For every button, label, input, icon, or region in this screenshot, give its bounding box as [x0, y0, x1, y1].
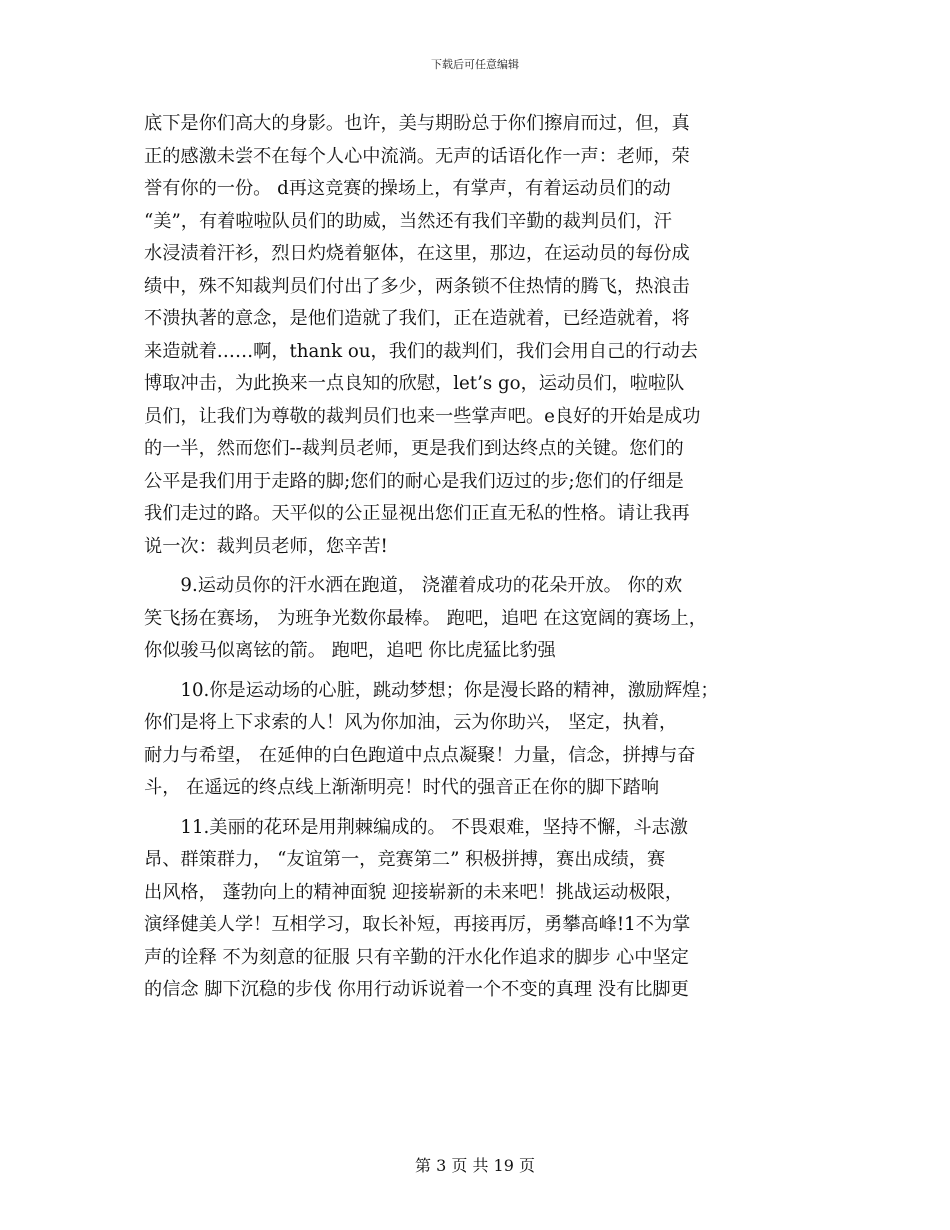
text-line: 员们，让我们为尊敬的裁判员们也来一些掌声吧。e良好的开始是成功 [144, 405, 701, 427]
text-line: 11.美丽的花环是用荆棘编成的。 不畏艰难，坚持不懈，斗志激 [144, 816, 688, 838]
paragraph-11 [144, 812, 820, 1007]
text-line: 绩中，殊不知裁判员们付出了多少，两条锁不住热情的腾飞，热浪击 [144, 275, 690, 297]
page-footer: 第 3 页 共 19 页 [415, 1156, 535, 1175]
text-line: 不溃执著的意念，是他们造就了我们，正在造就着，已经造就着，将 [144, 308, 690, 329]
text-line: 我们走过的路。天平似的公正显视出您们正直无私的性格。请让我再 [144, 503, 690, 524]
text-line: “美”，有着啦啦队员们的助威，当然还有我们辛勤的裁判员们，汗 [144, 210, 672, 232]
document-body [144, 108, 820, 1007]
text-line: 正的感激未尝不在每个人心中流淌。无声的话语化作一声：老师，荣 [144, 145, 690, 167]
text-line: 声的诠释 不为刻意的征服 只有辛勤的汗水化作追求的脚步 心中坚定 [144, 946, 689, 968]
text-line: 你们是将上下求索的人！风为你加油，云为你助兴， 坚定，执着， [144, 712, 678, 733]
text-line: 的一半，然而您们--裁判员老师，更是我们到达终点的关键。您们的 [144, 438, 684, 459]
text-line: 誉有你的一份。 d再这竞赛的操场上，有掌声，有着运动员们的动 [144, 178, 671, 199]
text-line: 耐力与希望， 在延伸的白色跑道中点点凝聚！力量，信念，拼搏与奋 [144, 744, 696, 766]
text-line: 水浸渍着汗衫，烈日灼烧着躯体，在这里，那边，在运动员的每份成 [144, 243, 690, 264]
text-line: 来造就着……啊，thank ou，我们的裁判们，我们会用自己的行动去 [144, 340, 698, 362]
text-line: 10.你是运动场的心脏，跳动梦想；你是漫长路的精神，激励辉煌； [144, 679, 719, 701]
text-line: 昂、群策群力， “友谊第一，竞赛第二” 积极拼搏，赛出成绩，赛 [144, 849, 666, 870]
paragraph-9 [144, 570, 820, 668]
text-line: 博取冲击，为此换来一点良知的欣慰，let’s go，运动员们，啦啦队 [144, 373, 685, 394]
text-line: 的信念 脚下沉稳的步伐 你用行动诉说着一个不变的真理 没有比脚更 [144, 979, 689, 1000]
text-line: 演绎健美人学！互相学习，取长补短，再接再厉，勇攀高峰!1不为掌 [144, 914, 691, 935]
text-line: 你似骏马似离铉的箭。 跑吧，追吧 你比虎猛比豹强 [144, 640, 556, 661]
page-header: 下载后可任意编辑 [431, 58, 519, 71]
paragraph [144, 108, 820, 563]
text-line: 底下是你们高大的身影。也许，美与期盼总于你们擦肩而过，但，真 [144, 113, 690, 134]
text-line: 出风格， 蓬勃向上的精神面貌 迎接崭新的未来吧！挑战运动极限， [144, 881, 684, 903]
text-line: 笑飞扬在赛场， 为班争光数你最棒。 跑吧，追吧 在这宽阔的赛场上， [144, 607, 707, 629]
paragraph-10 [144, 675, 820, 805]
text-line: 9.运动员你的汗水洒在跑道， 浇灌着成功的花朵开放。 你的欢 [144, 575, 683, 596]
text-line: 斗， 在遥远的终点线上渐渐明亮！时代的强音正在你的脚下踏响 [144, 777, 660, 798]
text-line: 说一次：裁判员老师，您辛苦! [144, 535, 388, 557]
text-line: 公平是我们用于走路的脚;您们的耐心是我们迈过的步;您们的仔细是 [144, 470, 684, 492]
